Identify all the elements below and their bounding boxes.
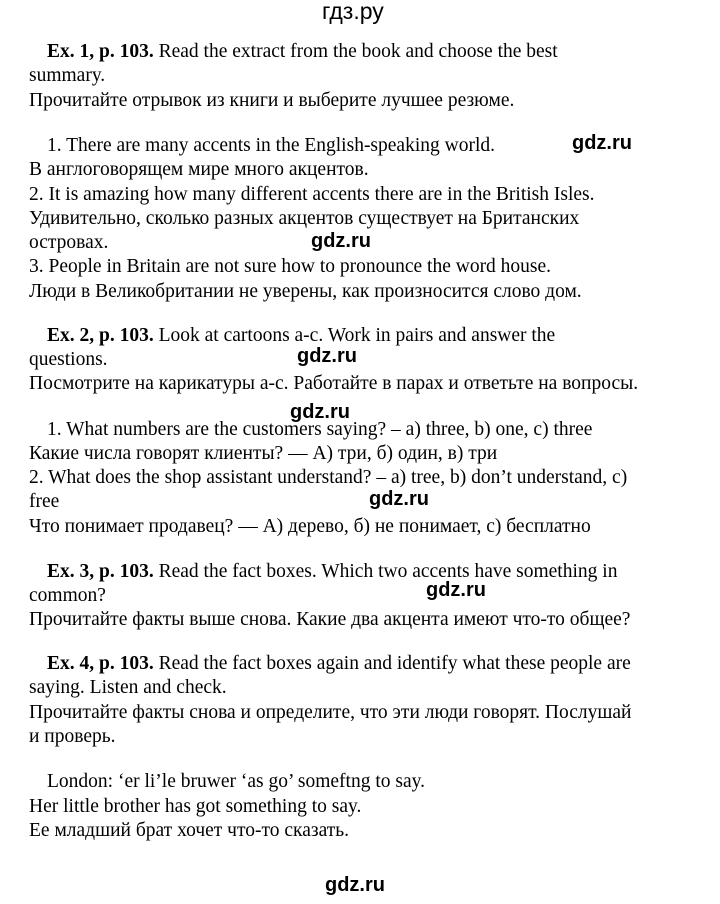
watermark: gdz.ru <box>426 579 486 601</box>
exercise-2-translation: Посмотрите на карикатуры а-с. Работайте в парах и ответьте на вопросы. <box>29 373 639 394</box>
exercise-4-quote-ru: Ее младший брат хочет что-то сказать. <box>29 820 350 841</box>
exercise-3-heading <box>47 560 617 584</box>
exercise-1-option-3-ru: Люди в Великобритании не уверены, как произносится слово дом. <box>29 281 582 302</box>
exercise-3-instruction: Read the fact boxes. Which two accents have something in <box>158 561 618 582</box>
exercise-2-question-1-en: 1. What numbers are the customers saying? – a) three, b) one, c) three <box>47 419 593 440</box>
exercise-1-label: Ex. 1, p. 103. <box>47 41 154 62</box>
exercise-4-quote: London: ‘er li’le bruwer ‘as go’ someftng to say. <box>47 771 425 792</box>
exercise-1-heading <box>47 40 558 64</box>
exercise-2-instruction: Look at cartoons a-c. Work in pairs and answer the <box>158 325 556 346</box>
exercise-1-option-3-en: 3. People in Britain are not sure how to pronounce the word house. <box>29 256 552 277</box>
exercise-2-label: Ex. 2, p. 103. <box>47 325 154 346</box>
exercise-1-option-2-ru-cont: островах. <box>29 232 109 253</box>
exercise-1-option-1-en: 1. There are many accents in the English-speaking world. <box>47 135 495 156</box>
exercise-4-instruction: Read the fact boxes again and identify what these people are <box>158 653 631 674</box>
exercise-3-translation: Прочитайте факты выше снова. Какие два акцента имеют что-то общее? <box>29 609 631 630</box>
watermark: gdz.ru <box>311 230 371 252</box>
exercise-4-quote-en: Her little brother has got something to say. <box>29 796 362 817</box>
exercise-4-instruction-cont: saying. Listen and check. <box>29 677 227 698</box>
exercise-1-option-2-en: 2. It is amazing how many different accents there are in the British Isles. <box>29 184 595 205</box>
watermark: gdz.ru <box>325 874 385 896</box>
exercise-1-instruction-cont: summary. <box>29 65 106 86</box>
exercise-1-option-2-ru: Удивительно, сколько разных акцентов существует на Британских <box>29 208 580 229</box>
exercise-4-heading <box>47 652 631 676</box>
exercise-4-label: Ex. 4, p. 103. <box>47 653 154 674</box>
exercise-2-question-2-en: 2. What does the shop assistant understand? – a) tree, b) don’t understand, c) <box>29 467 628 488</box>
watermark: gdz.ru <box>297 345 357 367</box>
site-title: гдз.ру <box>322 0 384 24</box>
exercise-3-label: Ex. 3, p. 103. <box>47 561 154 582</box>
exercise-3-instruction-cont: common? <box>29 585 106 606</box>
exercise-1-instruction: Read the extract from the book and choose the best <box>158 41 558 62</box>
exercise-2-question-2-en-cont: free <box>29 491 60 512</box>
exercise-1-option-1-ru: В англоговорящем мире много акцентов. <box>29 159 369 180</box>
exercise-2-instruction-cont: questions. <box>29 349 108 370</box>
watermark: gdz.ru <box>572 132 632 154</box>
watermark: gdz.ru <box>369 488 429 510</box>
exercise-4-translation: Прочитайте факты снова и определите, что эти люди говорят. Послушай <box>29 702 632 723</box>
exercise-1-translation: Прочитайте отрывок из книги и выберите лучшее резюме. <box>29 90 515 111</box>
exercise-2-question-1-ru: Какие числа говорят клиенты? — А) три, б) один, в) три <box>29 443 498 464</box>
exercise-2-question-2-ru: Что понимает продавец? — А) дерево, б) не понимает, с) бесплатно <box>29 516 591 537</box>
exercise-4-translation-cont: и проверь. <box>29 726 116 747</box>
watermark: gdz.ru <box>290 401 350 423</box>
